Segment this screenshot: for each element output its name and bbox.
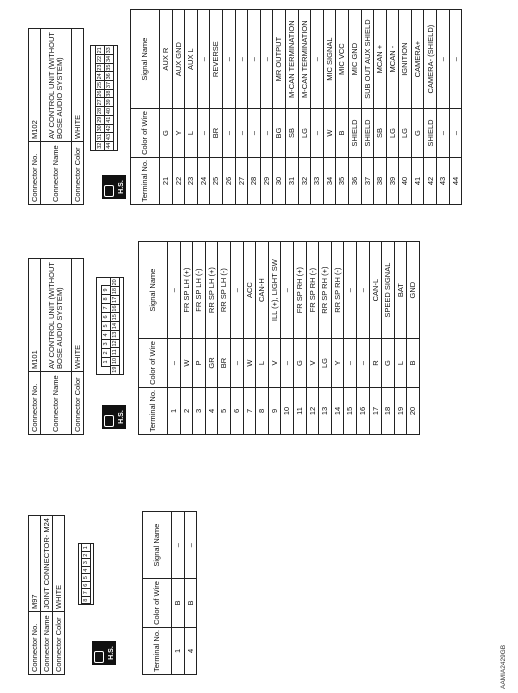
pin-cell <box>101 366 109 374</box>
signal-name-cell: MIC GND <box>348 10 361 109</box>
m101-color: WHITE <box>72 259 84 372</box>
signal-name-cell: REVERSE <box>210 10 223 109</box>
terminal-no-cell: 31 <box>285 157 298 204</box>
wire-color-cell: LG <box>386 109 399 158</box>
terminal-no-cell: 4 <box>205 387 218 434</box>
terminal-row <box>298 10 311 205</box>
pin-cell: 44 <box>105 142 112 149</box>
m101-name: AV CONTROL UNIT (WITHOUT BOSE AUDIO SYSTEM) <box>41 259 72 372</box>
terminal-row <box>180 242 193 435</box>
wire-color-cell: – <box>260 109 273 158</box>
terminal-no-cell: 11 <box>293 387 306 434</box>
pin-cell: 13 <box>111 331 118 338</box>
signal-name-cell: CAMERA+ <box>411 10 424 109</box>
m97-header <box>28 515 65 675</box>
signal-name-cell: GND <box>407 242 420 339</box>
pin-cell: 6 <box>81 581 91 590</box>
pin-cell <box>101 278 109 286</box>
pin-cell: 12 <box>111 340 118 347</box>
wire-color-cell: R <box>369 339 382 388</box>
signal-name-cell: FR SP LH (+) <box>180 242 193 339</box>
terminal-no-cell: 20 <box>407 387 420 434</box>
wire-color-cell: V <box>268 339 281 388</box>
terminal-row <box>210 10 223 205</box>
m97-color: WHITE <box>53 516 65 612</box>
terminal-no-cell: 10 <box>281 387 294 434</box>
wire-color-cell: – <box>197 109 210 158</box>
pin-cell: 34 <box>105 55 112 63</box>
terminal-no-cell: 25 <box>210 157 223 204</box>
terminal-row <box>407 242 420 435</box>
signal-name-cell: – <box>197 10 210 109</box>
wire-color-cell: – <box>168 339 181 388</box>
terminal-no-cell: 32 <box>298 157 311 204</box>
pin-cell: 43 <box>105 133 112 141</box>
th-color-of-wire: Color of Wire <box>139 339 168 388</box>
signal-name-cell: – <box>168 242 181 339</box>
signal-name-cell: AUX GND <box>172 10 185 109</box>
signal-name-cell: RR SP LH (+) <box>205 242 218 339</box>
terminal-no-cell: 2 <box>180 387 193 434</box>
wire-color-cell: SHIELD <box>361 109 374 158</box>
pin-cell: 4 <box>81 566 91 575</box>
terminal-row <box>411 10 424 205</box>
signal-name-cell: FR SP LH (-) <box>193 242 206 339</box>
pin-cell: 39 <box>105 99 112 106</box>
terminal-row <box>222 10 235 205</box>
pin-cell: 25 <box>96 81 103 89</box>
signal-name-cell: MCAN - <box>386 10 399 109</box>
pin-cell: 15 <box>111 314 118 321</box>
signal-name-cell: IGNITION <box>399 10 412 109</box>
terminal-row <box>281 242 294 435</box>
signal-name-cell: MIC VCC <box>336 10 349 109</box>
terminal-no-cell: 1 <box>172 627 185 674</box>
terminal-no-cell: 28 <box>248 157 261 204</box>
signal-name-cell: – <box>230 242 243 339</box>
wire-color-cell: – <box>222 109 235 158</box>
pin-cell: 18 <box>111 288 118 295</box>
m101-no: M101 <box>29 259 41 372</box>
signal-name-cell: MCAN + <box>374 10 387 109</box>
wire-color-cell: – <box>311 109 324 158</box>
pin-cell: 26 <box>96 90 103 97</box>
hs-icon: H.S. <box>92 641 116 665</box>
terminal-no-cell: 4 <box>184 627 197 674</box>
terminal-no-cell: 18 <box>382 387 395 434</box>
m102-header <box>28 28 84 205</box>
wire-color-cell: LG <box>399 109 412 158</box>
wire-color-cell: W <box>180 339 193 388</box>
pin-cell: 1 <box>81 544 91 553</box>
terminal-row <box>336 10 349 205</box>
signal-name-cell: FR SP RH (-) <box>306 242 319 339</box>
pin-cell: 8 <box>101 294 111 304</box>
wire-color-cell: L <box>394 339 407 388</box>
label-connector-no: Connector No. <box>29 142 41 205</box>
pin-cell: 33 <box>105 47 112 54</box>
terminal-no-cell: 14 <box>331 387 344 434</box>
terminal-no-cell: 12 <box>306 387 319 434</box>
m102-no: M102 <box>29 29 41 142</box>
terminal-row <box>205 242 218 435</box>
pin-cell: 17 <box>111 296 118 303</box>
wire-color-cell: – <box>449 109 462 158</box>
m102-color: WHITE <box>72 29 84 142</box>
terminal-row <box>382 242 395 435</box>
terminal-no-cell: 5 <box>218 387 231 434</box>
signal-name-cell: MR OUTPUT <box>273 10 286 109</box>
terminal-no-cell: 30 <box>273 157 286 204</box>
signal-name-cell: CAN-L <box>369 242 382 339</box>
pin-cell: 1 <box>101 357 111 367</box>
m102-name: AV CONTROL UNIT (WITHOUT BOSE AUDIO SYSTEM) <box>41 29 72 142</box>
wire-color-cell: BG <box>273 109 286 158</box>
pin-cell: 7 <box>81 589 91 598</box>
terminal-row <box>268 242 281 435</box>
terminal-row <box>197 10 210 205</box>
wire-color-cell: G <box>382 339 395 388</box>
signal-name-cell: RR SP RH (+) <box>319 242 332 339</box>
wire-color-cell: Y <box>331 339 344 388</box>
terminal-no-cell: 36 <box>348 157 361 204</box>
label-connector-name: Connector Name <box>41 142 72 205</box>
label-connector-no: Connector No. <box>29 372 41 435</box>
label-connector-color: Connector Color <box>72 142 84 205</box>
wire-color-cell: G <box>411 109 424 158</box>
signal-name-cell: – <box>281 242 294 339</box>
m97-connector-face <box>78 543 94 605</box>
terminal-no-cell: 43 <box>437 157 450 204</box>
pin-cell: 4 <box>101 330 111 340</box>
terminal-no-cell: 19 <box>394 387 407 434</box>
terminal-row <box>394 242 407 435</box>
pin-cell: 36 <box>105 73 112 80</box>
signal-name-cell: – <box>248 10 261 109</box>
m97-no: M97 <box>29 516 41 612</box>
terminal-row <box>374 10 387 205</box>
pin-cell: 37 <box>105 81 112 89</box>
pin-cell: 40 <box>105 107 112 115</box>
m101-connector-face <box>96 277 124 375</box>
pin-cell: 2 <box>81 551 91 560</box>
pin-cell: 31 <box>96 133 103 141</box>
label-connector-name: Connector Name <box>41 372 72 435</box>
signal-name-cell: – <box>356 242 369 339</box>
terminal-no-cell: 17 <box>369 387 382 434</box>
pin-row <box>104 46 113 150</box>
terminal-row <box>356 242 369 435</box>
wire-color-cell: G <box>160 109 173 158</box>
signal-name-cell: – <box>449 10 462 109</box>
pin-cell: 3 <box>81 559 91 568</box>
wire-color-cell: SB <box>285 109 298 158</box>
wire-color-cell: – <box>248 109 261 158</box>
terminal-row <box>348 10 361 205</box>
signal-name-cell: – <box>235 10 248 109</box>
label-connector-color: Connector Color <box>53 612 65 675</box>
hs-icon: H.S. <box>102 175 126 199</box>
wire-color-cell: – <box>344 339 357 388</box>
label-connector-color: Connector Color <box>72 372 84 435</box>
pin-cell: 41 <box>105 116 112 123</box>
terminal-no-cell: 21 <box>160 157 173 204</box>
terminal-row <box>399 10 412 205</box>
terminal-row <box>437 10 450 205</box>
wire-color-cell: LG <box>298 109 311 158</box>
terminal-no-cell: 6 <box>230 387 243 434</box>
wire-color-cell: LG <box>319 339 332 388</box>
terminal-row <box>168 242 181 435</box>
terminal-no-cell: 8 <box>256 387 269 434</box>
wire-color-cell: SHIELD <box>424 109 437 158</box>
terminal-row <box>248 10 261 205</box>
wire-color-cell: – <box>356 339 369 388</box>
pin-row <box>82 544 91 604</box>
label-connector-no: Connector No. <box>29 612 41 675</box>
th-signal-name: Signal Name <box>143 512 172 579</box>
signal-name-cell: BAT <box>394 242 407 339</box>
pin-cell: 7 <box>101 303 111 313</box>
terminal-row <box>361 10 374 205</box>
signal-name-cell: – <box>437 10 450 109</box>
terminal-no-cell: 3 <box>193 387 206 434</box>
terminal-no-cell: 24 <box>197 157 210 204</box>
m97-name: JOINT CONNECTOR- M24 <box>41 516 53 612</box>
wire-color-cell: B <box>184 579 197 628</box>
th-terminal-no: Terminal No. <box>139 387 168 434</box>
signal-name-cell: – <box>344 242 357 339</box>
pin-cell: 29 <box>96 116 103 123</box>
wire-color-cell: G <box>293 339 306 388</box>
pin-cell: 42 <box>105 125 112 132</box>
signal-name-cell: FR SP RH (+) <box>293 242 306 339</box>
terminal-row <box>243 242 256 435</box>
terminal-no-cell: 29 <box>260 157 273 204</box>
wire-color-cell: BR <box>218 339 231 388</box>
terminal-no-cell: 15 <box>344 387 357 434</box>
pin-cell: 21 <box>96 47 103 54</box>
terminal-no-cell: 39 <box>386 157 399 204</box>
signal-name-cell: MIC SIGNAL <box>323 10 336 109</box>
wire-color-cell: B <box>407 339 420 388</box>
pin-cell: 32 <box>96 142 103 149</box>
terminal-row <box>260 10 273 205</box>
terminal-no-cell: 34 <box>323 157 336 204</box>
terminal-no-cell: 9 <box>268 387 281 434</box>
th-terminal-no: Terminal No. <box>143 627 172 674</box>
terminal-row <box>344 242 357 435</box>
pin-cell: 23 <box>96 64 103 71</box>
pin-cell: 2 <box>101 348 111 358</box>
pin-cell: 35 <box>105 64 112 71</box>
signal-name-cell: – <box>260 10 273 109</box>
wire-color-cell: – <box>437 109 450 158</box>
wire-color-cell: GR <box>205 339 218 388</box>
terminal-row <box>306 242 319 435</box>
wire-color-cell: – <box>281 339 294 388</box>
terminal-row <box>218 242 231 435</box>
pin-cell: 27 <box>96 99 103 106</box>
wire-color-cell: B <box>172 579 185 628</box>
terminal-row <box>256 242 269 435</box>
terminal-row <box>273 10 286 205</box>
terminal-no-cell: 26 <box>222 157 235 204</box>
figure-code: AAMIA2429GB <box>500 644 507 689</box>
th-color-of-wire: Color of Wire <box>143 579 172 628</box>
pin-cell: 22 <box>96 55 103 63</box>
pin-cell: 19 <box>111 366 118 373</box>
wire-color-cell: – <box>235 109 248 158</box>
wire-color-cell: SB <box>374 109 387 158</box>
hs-icon: H.S. <box>102 405 126 429</box>
wire-color-cell: SHIELD <box>348 109 361 158</box>
terminal-no-cell: 41 <box>411 157 424 204</box>
m97-terminal-table <box>142 511 197 675</box>
pin-cell: 14 <box>111 322 118 330</box>
signal-name-cell: M-CAN TERMINATION <box>298 10 311 109</box>
wire-color-cell: W <box>323 109 336 158</box>
terminal-no-cell: 37 <box>361 157 374 204</box>
signal-name-cell: AUX L <box>185 10 198 109</box>
pin-cell: 28 <box>96 107 103 115</box>
terminal-row <box>311 10 324 205</box>
terminal-no-cell: 22 <box>172 157 185 204</box>
m102-connector-face <box>90 45 118 151</box>
pin-cell: 20 <box>111 279 118 286</box>
th-signal-name: Signal Name <box>131 10 160 109</box>
signal-name-cell: – <box>184 512 197 579</box>
terminal-row <box>172 512 185 675</box>
signal-name-cell: – <box>222 10 235 109</box>
pin-cell: 24 <box>96 73 103 80</box>
terminal-no-cell: 38 <box>374 157 387 204</box>
pin-cell: 38 <box>105 90 112 97</box>
terminal-no-cell: 1 <box>168 387 181 434</box>
pin-cell: 5 <box>101 321 111 331</box>
m102-terminal-table <box>130 9 462 205</box>
terminal-row <box>285 10 298 205</box>
terminal-row <box>230 242 243 435</box>
signal-name-cell: – <box>172 512 185 579</box>
signal-name-cell: CAMERA- (SHIELD) <box>424 10 437 109</box>
signal-name-cell: RR SP LH (-) <box>218 242 231 339</box>
pin-cell: 6 <box>101 312 111 322</box>
terminal-no-cell: 44 <box>449 157 462 204</box>
terminal-row <box>193 242 206 435</box>
terminal-row <box>235 10 248 205</box>
terminal-row <box>160 10 173 205</box>
signal-name-cell: AUX R <box>160 10 173 109</box>
pin-cell: 3 <box>101 339 111 349</box>
terminal-no-cell: 40 <box>399 157 412 204</box>
terminal-no-cell: 35 <box>336 157 349 204</box>
terminal-no-cell: 27 <box>235 157 248 204</box>
label-connector-name: Connector Name <box>41 612 53 675</box>
terminal-row <box>323 10 336 205</box>
pin-row <box>110 278 119 374</box>
pin-cell: 10 <box>111 357 118 364</box>
terminal-row <box>331 242 344 435</box>
m101-header <box>28 258 84 435</box>
terminal-no-cell: 33 <box>311 157 324 204</box>
th-signal-name: Signal Name <box>139 242 168 339</box>
terminal-row <box>293 242 306 435</box>
th-terminal-no: Terminal No. <box>131 157 160 204</box>
pin-cell: 8 <box>81 596 91 605</box>
wire-color-cell: W <box>243 339 256 388</box>
terminal-no-cell: 42 <box>424 157 437 204</box>
wire-color-cell: BR <box>210 109 223 158</box>
terminal-row <box>424 10 437 205</box>
signal-name-cell: – <box>311 10 324 109</box>
terminal-row <box>184 512 197 675</box>
terminal-no-cell: 7 <box>243 387 256 434</box>
pin-cell: 5 <box>81 574 91 583</box>
signal-name-cell: SPEED SIGNAL <box>382 242 395 339</box>
terminal-no-cell: 13 <box>319 387 332 434</box>
wire-color-cell: P <box>193 339 206 388</box>
signal-name-cell: ACC <box>243 242 256 339</box>
pin-cell: 16 <box>111 305 118 312</box>
m101-terminal-table <box>138 241 420 435</box>
terminal-row <box>185 10 198 205</box>
pin-cell: 11 <box>110 347 120 357</box>
terminal-no-cell: 23 <box>185 157 198 204</box>
wire-color-cell: V <box>306 339 319 388</box>
signal-name-cell: ILL (+), LIGHT SW <box>268 242 281 339</box>
wire-color-cell: L <box>256 339 269 388</box>
terminal-row <box>449 10 462 205</box>
pin-cell: 9 <box>101 285 111 295</box>
wire-color-cell: L <box>185 109 198 158</box>
signal-name-cell: M-CAN TERMINATION <box>285 10 298 109</box>
terminal-no-cell: 16 <box>356 387 369 434</box>
signal-name-cell: RR SP RH (-) <box>331 242 344 339</box>
wire-color-cell: B <box>336 109 349 158</box>
wire-color-cell: – <box>230 339 243 388</box>
th-color-of-wire: Color of Wire <box>131 109 160 158</box>
signal-name-cell: SUB OUT AUX SHIELD <box>361 10 374 109</box>
terminal-row <box>172 10 185 205</box>
pin-cell: 30 <box>96 125 103 132</box>
signal-name-cell: CAN-H <box>256 242 269 339</box>
terminal-row <box>319 242 332 435</box>
terminal-row <box>386 10 399 205</box>
wire-color-cell: Y <box>172 109 185 158</box>
terminal-row <box>369 242 382 435</box>
